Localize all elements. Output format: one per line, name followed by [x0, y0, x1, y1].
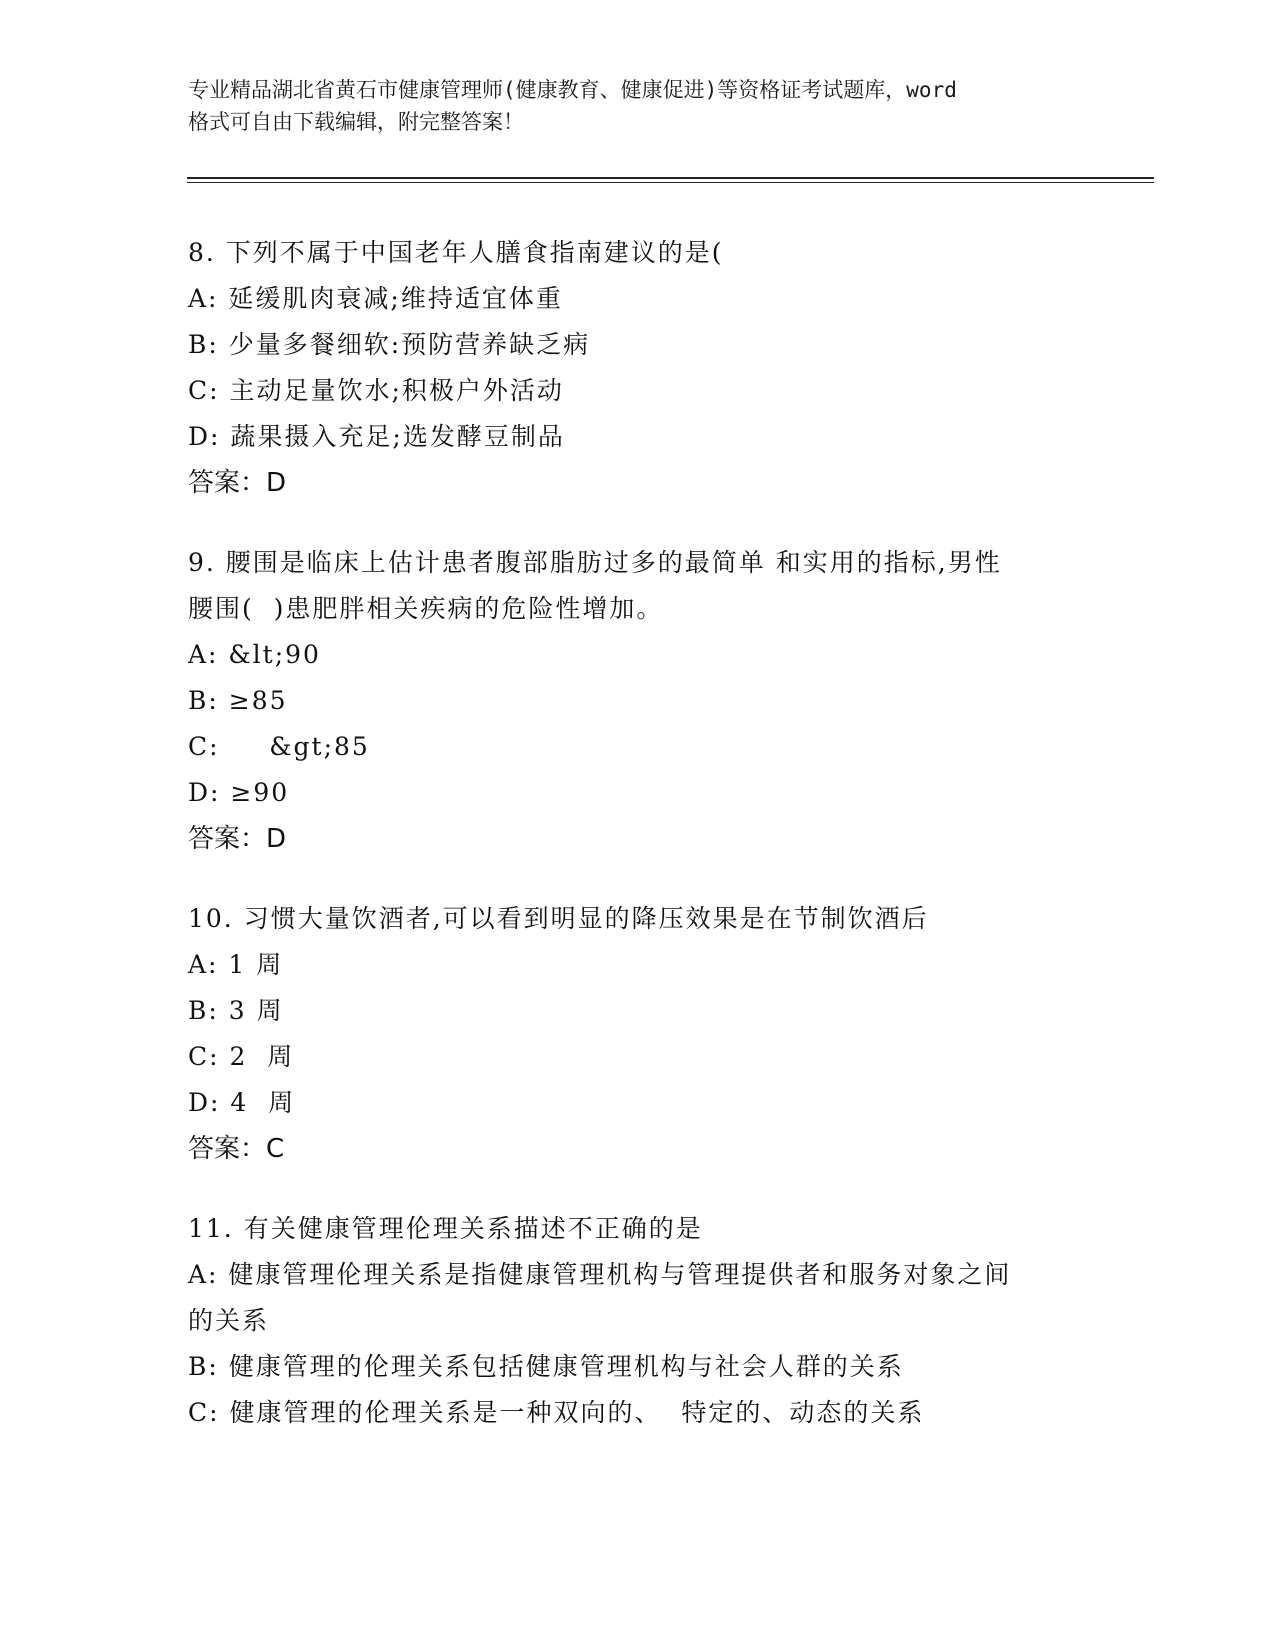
question-stem: 11. 有关健康管理伦理关系描述不正确的是: [188, 1214, 703, 1243]
header-divider-thin: [187, 182, 1154, 183]
question-9: [188, 540, 1088, 862]
answer-label: 答案：D: [188, 824, 287, 854]
option-c: C: &gt;85: [188, 732, 370, 761]
option-a-continued: 的关系: [188, 1306, 270, 1335]
question-stem-continued: 腰围( )患肥胖相关疾病的危险性增加。: [188, 594, 664, 623]
option-a: A: &lt;90: [188, 640, 321, 669]
question-10: [188, 896, 1088, 1172]
question-8: [188, 230, 1088, 506]
option-a: A: 健康管理伦理关系是指健康管理机构与管理提供者和服务对象之间: [188, 1260, 1012, 1289]
option-b: B: 健康管理的伦理关系包括健康管理机构与社会人群的关系: [188, 1352, 904, 1381]
option-d: D: 蔬果摄入充足;选发酵豆制品: [188, 422, 565, 451]
option-d: D: ≥90: [188, 778, 290, 807]
option-a: A: 1 周: [188, 950, 284, 979]
question-stem: 10. 习惯大量饮酒者,可以看到明显的降压效果是在节制饮酒后: [188, 904, 929, 933]
option-b: B: 少量多餐细软:预防营养缺乏病: [188, 330, 591, 359]
answer-label: 答案：C: [188, 1134, 285, 1164]
question-11: [188, 1206, 1088, 1436]
option-c: C: 健康管理的伦理关系是一种双向的、 特定的、动态的关系: [188, 1398, 925, 1427]
question-list: [188, 230, 1088, 1470]
option-a: A: 延缓肌肉衰减;维持适宜体重: [188, 284, 563, 313]
header-line-1: 专业精品湖北省黄石市健康管理师(健康教育、健康促进)等资格证考试题库，word: [188, 78, 957, 102]
answer-label: 答案：D: [188, 468, 287, 498]
question-stem: 8. 下列不属于中国老年人膳食指南建议的是(: [188, 238, 724, 267]
option-d: D: 4 周: [188, 1088, 296, 1117]
document-header: [188, 74, 1088, 138]
option-b: B: 3 周: [188, 996, 284, 1025]
header-divider-thick: [187, 177, 1154, 179]
option-c: C: 主动足量饮水;积极户外活动: [188, 376, 564, 405]
option-b: B: ≥85: [188, 686, 288, 715]
header-line-2: 格式可自由下载编辑，附完整答案！: [188, 110, 524, 134]
option-c: C: 2 周: [188, 1042, 295, 1071]
question-stem: 9. 腰围是临床上估计患者腹部脂肪过多的最简单 和实用的指标,男性: [188, 548, 1002, 577]
